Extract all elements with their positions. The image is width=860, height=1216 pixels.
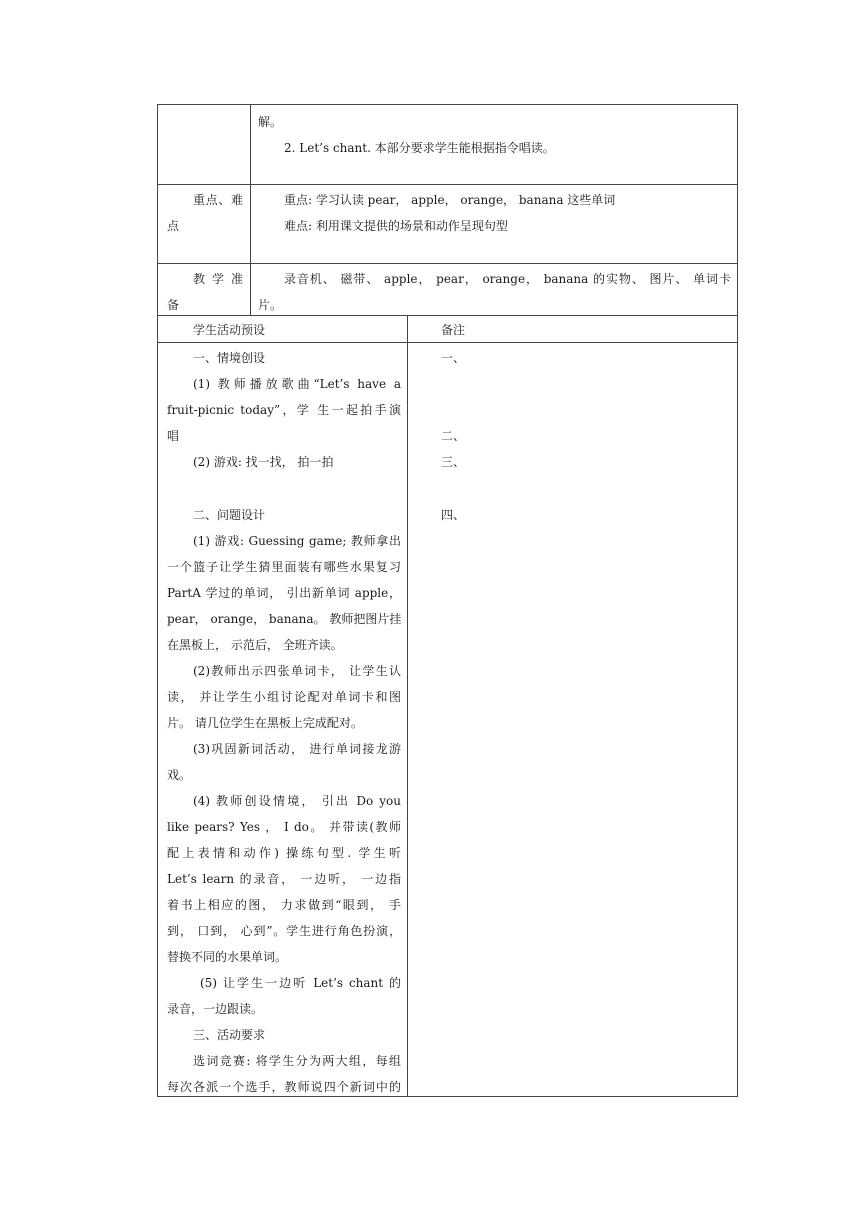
lesson-plan-table [157, 104, 738, 1097]
preparation-text: 片。 [258, 298, 283, 312]
activity-line: (1) 游戏: Guessing game; 教师拿出 [193, 534, 401, 548]
activity-line: 配上表情和动作) 操练句型. 学生听 [167, 846, 401, 860]
row-divider [158, 263, 737, 264]
activity-line: PartA 学过的单词， 引出新单词 apple， [167, 586, 401, 600]
activity-line: 选词竞赛: 将学生分为两大组，每组 [193, 1054, 401, 1068]
activity-line: 替换不同的水果单词。 [167, 950, 288, 964]
activity-line: (5) 让学生一边听 Let’s chant 的 [200, 976, 401, 990]
key-points-label: 点 [167, 219, 180, 233]
activities-column-header: 学生活动预设 [193, 323, 266, 337]
objectives-text: 解。 [258, 115, 283, 129]
activity-line: 到， 口到， 心到”。学生进行角色扮演， [167, 924, 401, 938]
activity-line: 录音，一边跟读。 [167, 1002, 264, 1016]
activity-line: 片。 请几位学生在黑板上完成配对。 [167, 716, 363, 730]
note-item: 一、 [441, 351, 466, 365]
preparation-label: 教 学 准 [193, 272, 243, 286]
row-divider [158, 315, 737, 316]
note-item: 二、 [441, 429, 466, 443]
objectives-text: 2. Let’s chant. 本部分要求学生能根据指令唱读。 [284, 141, 555, 155]
note-item: 三、 [441, 455, 466, 469]
activity-line: 唱 [167, 429, 180, 443]
difficult-point-text: 难点: 利用课文提供的场景和动作呈现句型 [284, 219, 508, 233]
activity-line: 在黑板上， 示范后， 全班齐读。 [167, 638, 343, 652]
activity-line: (2)教师出示四张单词卡， 让学生认 [193, 664, 401, 678]
activity-line: like pears? Yes ， I do。 并带读(教师 [167, 820, 401, 834]
activity-line: (2) 游戏: 找一找， 拍一拍 [193, 455, 334, 469]
activity-line: (1) 教师播放歌曲“Let’s have a [193, 377, 401, 391]
activity-line: pear， orange， banana。 教师把图片挂 [167, 612, 402, 626]
activity-line: (3)巩固新词活动， 进行单词接龙游 [193, 742, 401, 756]
activity-line: 读， 并让学生小组讨论配对单词卡和图 [167, 690, 401, 704]
notes-column-divider [407, 315, 408, 1097]
note-item: 四、 [441, 508, 466, 522]
row-divider [158, 342, 737, 343]
activity-line: Let’s learn 的录音， 一边听， 一边指 [167, 872, 401, 886]
preparation-label: 备 [167, 298, 180, 312]
activity-line: 二、问题设计 [193, 508, 266, 522]
key-point-text: 重点: 学习认读 pear， apple， orange， banana 这些单词 [284, 193, 616, 207]
activity-line: (4) 教师创设情境， 引出 Do you [193, 794, 401, 808]
key-points-label: 重点、难 [193, 193, 243, 207]
activity-line: 三、活动要求 [193, 1028, 266, 1042]
notes-column-header: 备注 [441, 323, 466, 337]
activity-line: 每次各派一个选手，教师说四个新词中的 [167, 1080, 401, 1094]
activity-line: 戏。 [167, 768, 192, 782]
row-divider [158, 184, 737, 185]
label-column-divider [250, 105, 251, 315]
activity-line: 一个篮子让学生猜里面装有哪些水果复习 [167, 560, 401, 574]
activity-line: 一、情境创设 [193, 351, 266, 365]
preparation-text: 录音机、 磁带、 apple， pear， orange， banana 的实物、 图片、 单词卡 [284, 272, 731, 286]
activity-line: fruit-picnic today”，学 生一起拍手演 [167, 403, 401, 417]
activity-line: 着书上相应的图， 力求做到“眼到， 手 [167, 898, 401, 912]
